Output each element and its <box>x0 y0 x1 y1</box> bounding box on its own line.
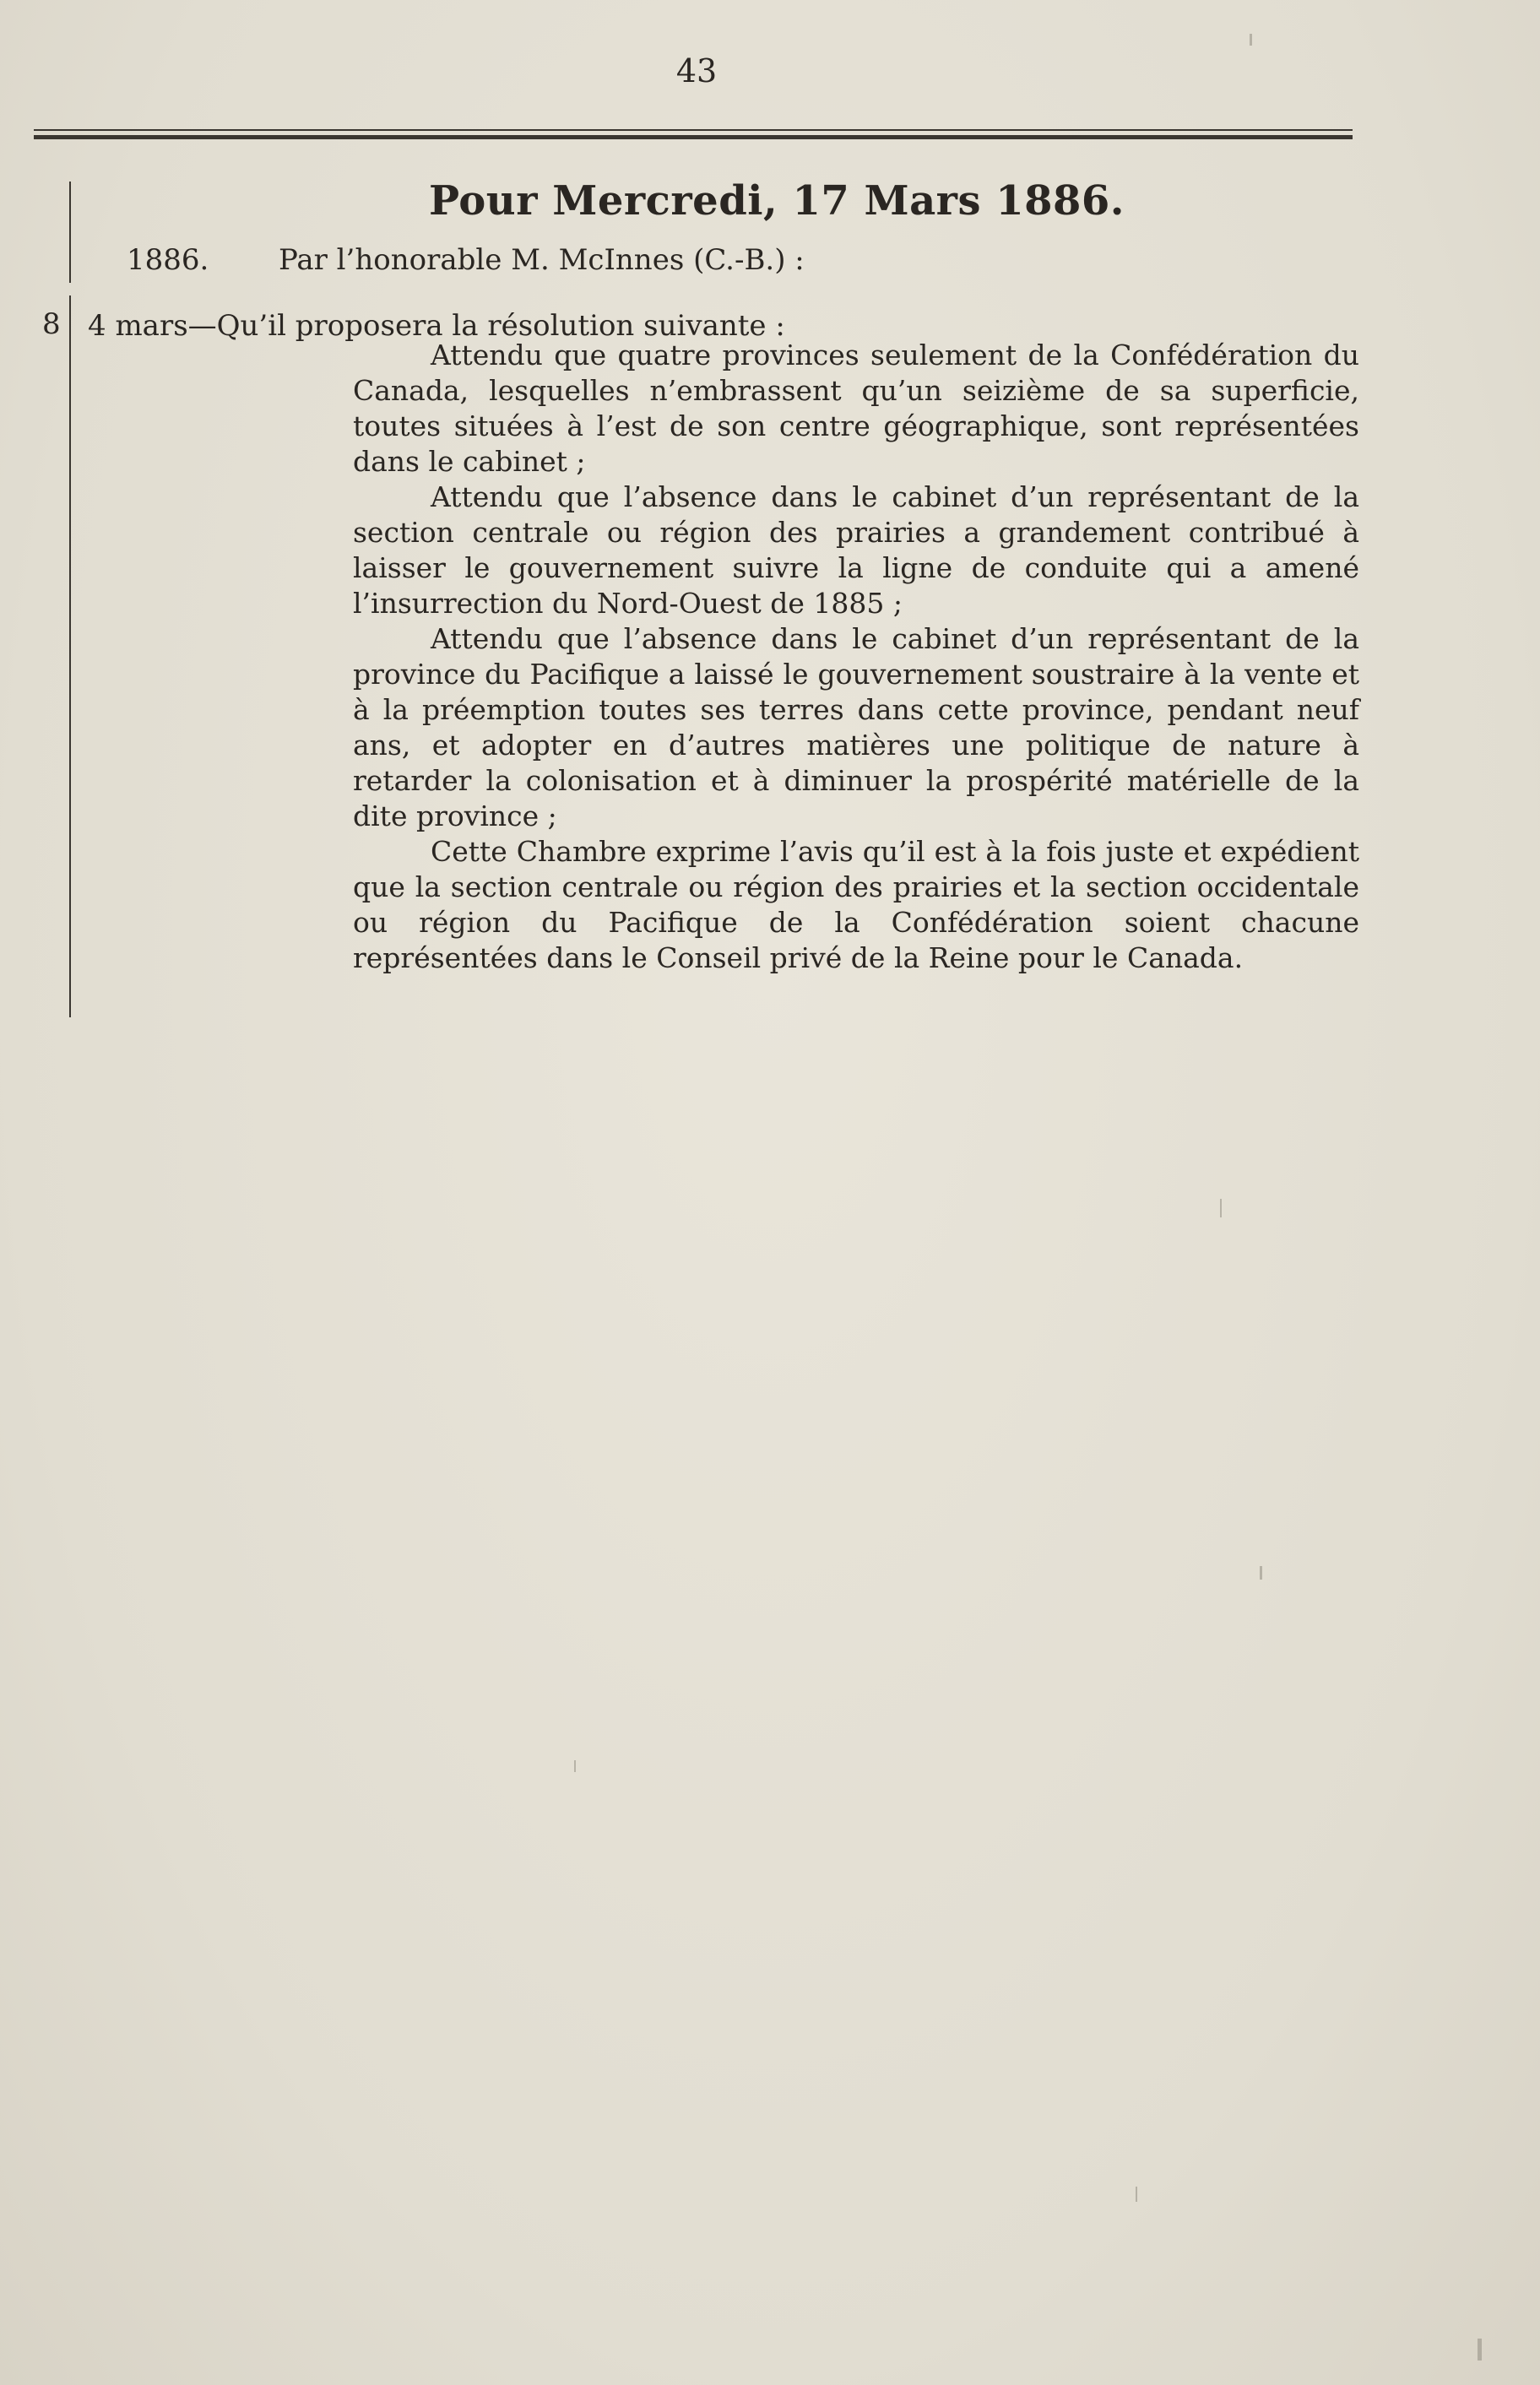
motion-first-line: 4 mars—Qu’il proposera la résolution suivante : <box>88 309 785 343</box>
page-number: 43 <box>675 52 718 89</box>
resolution-paragraph: Cette Chambre exprime l’avis qu’il est à la fois juste et expédient que la section centrale ou région des prairies et la section occidentale ou région du Pacifique de la Confédération soient chacune représentées dans le Conseil privé de la Reine pour le Canada. <box>353 835 1359 974</box>
resolution-body <box>353 338 1359 976</box>
header-rule-thick <box>34 135 1353 139</box>
resolution-paragraph: Attendu que quatre provinces seulement de la Confédération du Canada, lesquelles n’embrassent qu’un seizième de sa superficie, toutes situées à l’est de son centre géographique, sont représentées dans le cabinet ; <box>353 339 1359 478</box>
resolution-paragraph: Attendu que l’absence dans le cabinet d’un représentant de la province du Pacifique a laissé le gouvernement soustraire à la vente et à la préemption toutes ses terres dans cette province, pendant neuf ans, et adopter en d’autres matières une politique de nature à retarder la colonisation et à diminuer la prospérité matérielle de la dite province ; <box>353 622 1359 832</box>
margin-line-lower <box>69 295 71 1017</box>
entry-year: 1886. <box>127 243 209 277</box>
resolution-paragraph: Attendu que l’absence dans le cabinet d’un représentant de la section centrale ou région des prairies a grandement contribué à laisser le gouvernement suivre la ligne de conduite qui a amené l’insurrection du Nord-Ouest de 1885 ; <box>353 480 1359 620</box>
margin-line-upper <box>69 182 71 283</box>
header-rule-thin <box>34 129 1353 131</box>
section-heading: Pour Mercredi, 17 Mars 1886. <box>428 177 1125 225</box>
margin-number: 8 <box>42 307 61 341</box>
entry-by-line: Par l’honorable M. McInnes (C.-B.) : <box>279 243 805 277</box>
